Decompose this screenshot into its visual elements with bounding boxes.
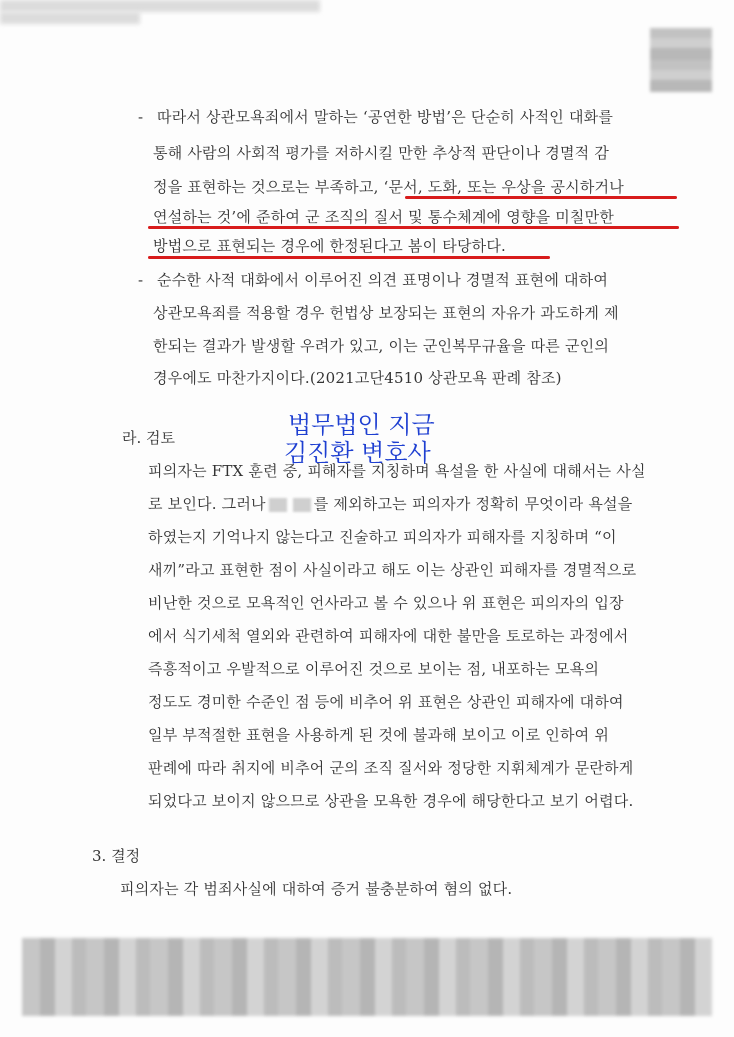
paragraph-line: 정도도 경미한 수준인 점 등에 비추어 위 표현은 상관인 피해자에 대하여: [148, 693, 624, 711]
redacted-footer-line: [0, 12, 140, 24]
decision-text: 피의자는 각 범죄사실에 대하여 증거 불충분하여 혐의 없다.: [120, 880, 513, 898]
paragraph-line: 비난한 것으로 모욕적인 언사라고 볼 수 있으나 위 표현은 피의자의 입장: [148, 594, 624, 612]
paragraph-line: 순수한 사적 대화에서 이루어진 의견 표명이나 경멸적 표현에 대하여: [157, 271, 609, 289]
paragraph-line: 정을 표현하는 것으로는 부족하고, ‘문서, 도화, 또는 우상을 공시하거나: [153, 178, 624, 196]
bullet-marker: -: [138, 271, 144, 289]
highlight-underline: [148, 256, 550, 259]
paragraph-line: 에서 식기세척 열외와 관련하여 피해자에 대한 불만을 토로하는 과정에서: [148, 627, 629, 645]
watermark-lawyer: 김진환 변호사: [284, 439, 431, 467]
paragraph-line: 상관모욕죄를 적용할 경우 헌법상 보장되는 표현의 자유가 과도하게 제: [153, 304, 619, 322]
paragraph-line: 일부 부적절한 표현을 사용하게 된 것에 불과해 보이고 이로 인하여 위: [148, 726, 610, 744]
section-heading: 라. 검토: [122, 429, 176, 447]
paragraph-line: 하였는지 기억나지 않는다고 진술하고 피의자가 피해자를 지칭하며 “이: [148, 528, 617, 546]
paragraph-line: 되었다고 보이지 않으므로 상관을 모욕한 경우에 해당한다고 보기 어렵다.: [148, 792, 634, 810]
paragraph-line: 피의자는 FTX 훈련 중, 피해자를 지칭하며 욕설을 한 사실에 대해서는 사실: [148, 462, 646, 480]
paragraph-line: 즉흥적이고 우발적으로 이루어진 것으로 보이는 점, 내포하는 모욕의: [148, 660, 600, 678]
highlight-underline: [148, 226, 679, 229]
paragraph-fragment: 로 보인다. 그러나: [148, 495, 266, 513]
paragraph-line: 판례에 따라 취지에 비추어 군의 조직 질서와 정당한 지휘체계가 문란하게: [148, 759, 634, 777]
paragraph-line: 연설하는 것’에 준하여 군 조직의 질서 및 통수체계에 영향을 미칠만한: [153, 208, 615, 226]
highlight-underline: [405, 196, 677, 199]
paragraph-line: 따라서 상관모욕죄에서 말하는 ‘공연한 방법’은 단순히 사적인 대화를: [157, 108, 614, 126]
redacted-footer-block: [22, 938, 712, 1016]
redacted-name: [269, 498, 287, 512]
redacted-corner-block: [650, 28, 712, 92]
watermark-firm: 법무법인 지금: [288, 411, 435, 439]
section-heading: 3. 결정: [92, 847, 141, 865]
paragraph-line: 새끼”라고 표현한 점이 사실이라고 해도 이는 상관인 피해자를 경멸적으로: [148, 561, 637, 579]
paragraph-line: 경우에도 마찬가지이다.(2021고단4510 상관모욕 판례 참조): [153, 369, 562, 387]
paragraph-line: 한되는 결과가 발생할 우려가 있고, 이는 군인복무규율을 따른 군인의: [153, 337, 610, 355]
paragraph-fragment: 를 제외하고는 피의자가 정확히 무엇이라 욕설을: [313, 495, 633, 513]
bullet-marker: -: [138, 108, 144, 126]
paragraph-line: 방법으로 표현되는 경우에 한정된다고 봄이 타당하다.: [153, 237, 506, 255]
paragraph-line: 통해 사람의 사회적 평가를 저하시킬 만한 추상적 판단이나 경멸적 감: [153, 144, 610, 162]
redacted-name: [293, 498, 311, 512]
paragraph-line: [148, 494, 632, 514]
redacted-footer-line: [0, 0, 320, 12]
